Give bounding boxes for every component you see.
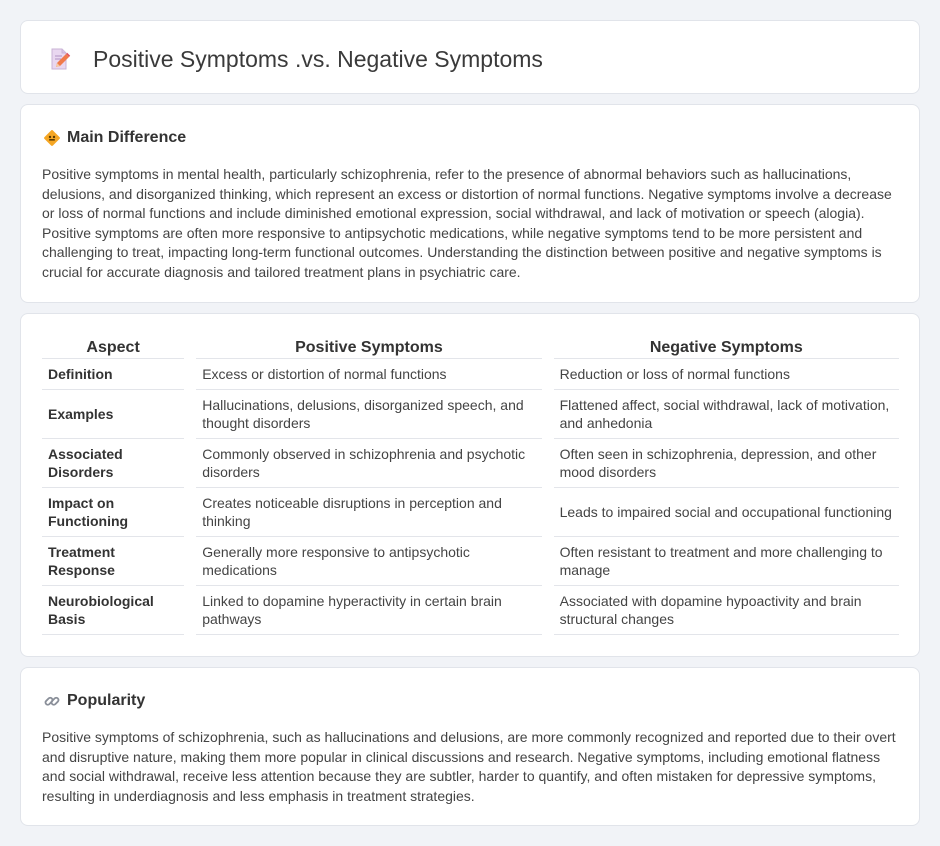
popularity-header (43, 692, 145, 710)
row-negative: Associated with dopamine hypoactivity and brain structural changes (554, 586, 899, 635)
main-difference-text: Positive symptoms in mental health, particularly schizophrenia, refer to the presence of abnormal behaviors such as hallucinations, delusions, and disorganized thinking, which represent an excess or distortion of normal functions. Negative symptoms involve a decrease or loss of normal functions and include diminished emotional expression, social withdrawal, and lack of motivation or speech (alogia). Positive symptoms are often more responsive to antipsychotic medications, while negative symptoms tend to be more persistent and challenging to treat, impacting long-term functional outcomes. Understanding the distinction between positive and negative symptoms is crucial for accurate diagnosis and tailored treatment plans in psychiatric care. (42, 166, 892, 280)
table-row (42, 488, 899, 537)
row-aspect: Examples (42, 390, 184, 439)
header-aspect: Aspect (42, 336, 184, 359)
row-positive: Linked to dopamine hyperactivity in certain brain pathways (196, 586, 541, 635)
popularity-card (20, 667, 920, 826)
table-row (42, 537, 899, 586)
header-negative: Negative Symptoms (554, 336, 899, 359)
header-positive: Positive Symptoms (196, 336, 541, 359)
table-row (42, 359, 899, 390)
row-positive: Excess or distortion of normal functions (196, 359, 541, 390)
row-positive: Creates noticeable disruptions in perception and thinking (196, 488, 541, 537)
table-row (42, 586, 899, 635)
row-positive: Generally more responsive to antipsychotic medications (196, 537, 541, 586)
table-row (42, 439, 899, 488)
pencil-document-icon (47, 47, 71, 71)
row-positive: Hallucinations, delusions, disorganized speech, and thought disorders (196, 390, 541, 439)
diamond-sign-icon (43, 129, 61, 147)
table-row (42, 390, 899, 439)
row-aspect: Associated Disorders (42, 439, 184, 488)
row-aspect: Treatment Response (42, 537, 184, 586)
main-difference-header (43, 129, 186, 147)
comparison-card (20, 313, 920, 657)
comparison-table (42, 336, 899, 635)
table-header-row (42, 336, 899, 359)
row-aspect: Definition (42, 359, 184, 390)
page-title: Positive Symptoms .vs. Negative Symptoms (93, 46, 543, 72)
row-negative: Often resistant to treatment and more challenging to manage (554, 537, 899, 586)
popularity-heading: Popularity (67, 692, 146, 709)
main-difference-card (20, 104, 920, 303)
row-negative: Reduction or loss of normal functions (554, 359, 899, 390)
row-aspect: Neurobiological Basis (42, 586, 184, 635)
row-aspect: Impact on Functioning (42, 488, 184, 537)
popularity-text: Positive symptoms of schizophrenia, such as hallucinations and delusions, are more commonly recognized and reported due to their overt and disruptive nature, making them more popular in clinical discussions and research. Negative symptoms, including emotional flatness and social withdrawal, receive less attention because they are subtler, harder to quantify, and often mistaken for depressive symptoms, resulting in underdiagnosis and less emphasis in treatment strategies. (42, 729, 896, 804)
header-card (20, 20, 920, 94)
link-icon (43, 692, 61, 710)
main-difference-heading: Main Difference (67, 129, 187, 146)
row-positive: Commonly observed in schizophrenia and psychotic disorders (196, 439, 541, 488)
row-negative: Flattened affect, social withdrawal, lack of motivation, and anhedonia (554, 390, 899, 439)
row-negative: Leads to impaired social and occupational functioning (554, 488, 899, 537)
row-negative: Often seen in schizophrenia, depression, and other mood disorders (554, 439, 899, 488)
